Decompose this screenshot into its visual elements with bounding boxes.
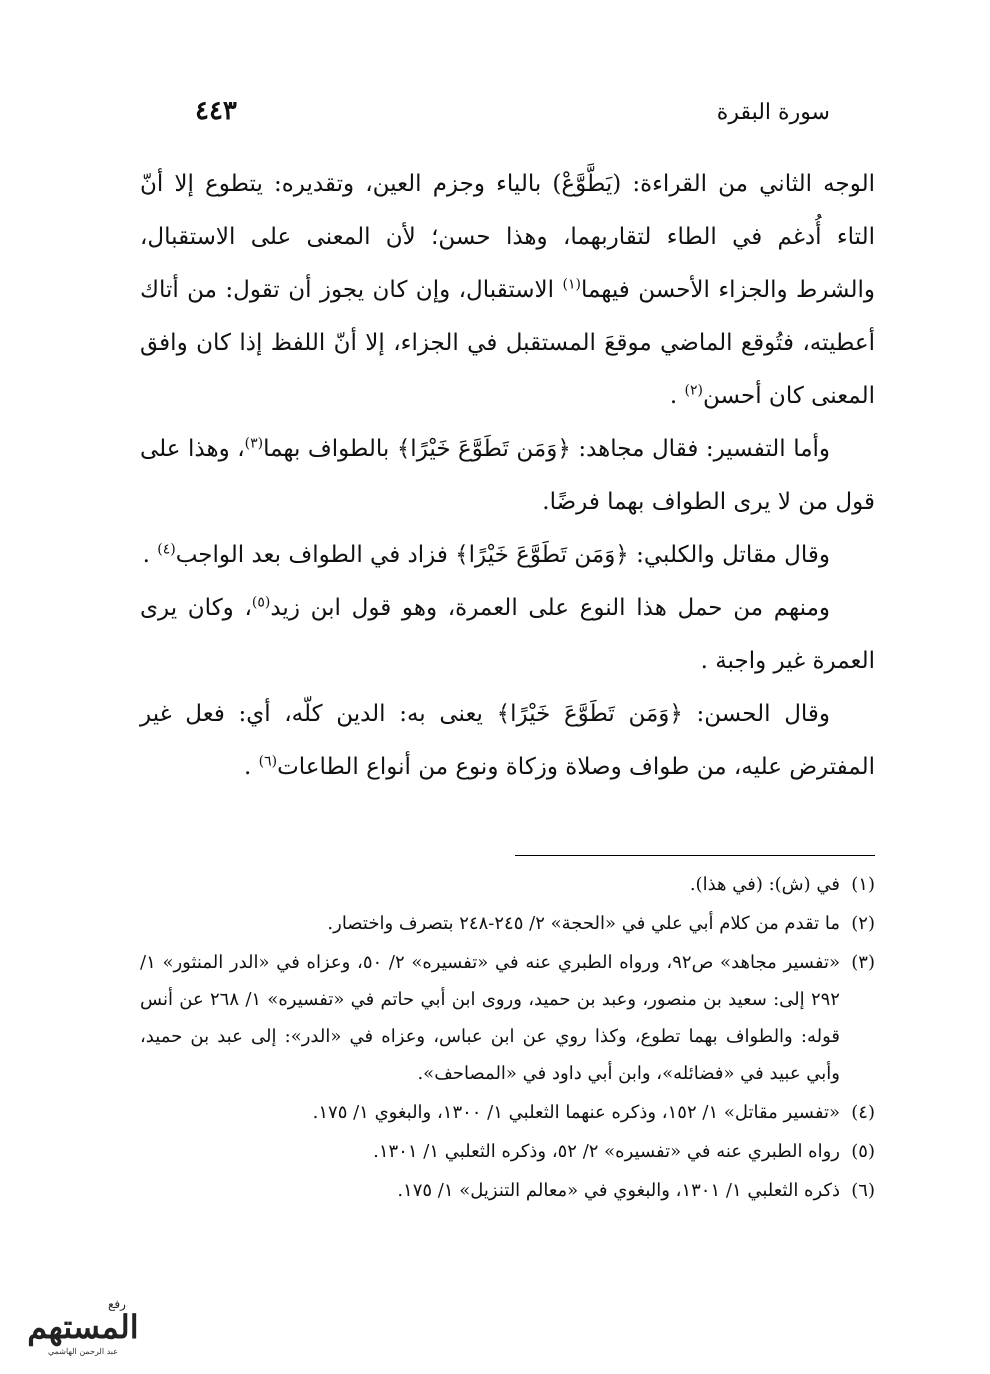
footnote: [140, 1133, 875, 1170]
text-run: الاستقبال، وإن كان يجوز أن تقول: من أتاك أعطيته، فتُوقع الماضي موقعَ المستقبل في الجزاء، إلا أنّ اللفظ إذا كان وافق المعنى كان أحسن: [140, 277, 875, 409]
text-run: وأما التفسير: فقال مجاهد:: [570, 436, 831, 462]
paragraph-4: [140, 582, 875, 688]
footnote-text: «تفسير مقاتل» ١/ ١٥٢، وذكره عنهما الثعلبي ١/ ١٣٠٠، والبغوي ١/ ١٧٥.: [312, 1102, 840, 1123]
text-run: بالطواف بهما: [263, 436, 397, 462]
logo-top-text: رفع: [108, 1297, 126, 1311]
text-run: .: [142, 542, 158, 568]
footnote-text: في (ش): (في هذا).: [689, 874, 840, 895]
text-run: ، وهذا على قول من لا يرى الطواف بهما فرضًا.: [140, 436, 875, 515]
surah-title: سورة البقرة: [716, 100, 830, 125]
quran-quote: ﴿وَمَن تَطَوَّعَ خَيْرًا﴾: [496, 701, 683, 727]
paragraph-5: [140, 688, 875, 794]
paragraph-1: [140, 158, 875, 423]
text-run: .: [244, 754, 259, 780]
footnote-text: ذكره الثعلبي ١/ ١٣٠١، والبغوي في «معالم التنزيل» ١/ ١٧٥.: [397, 1180, 840, 1201]
footnote-text: «تفسير مجاهد» ص٩٢، ورواه الطبري عنه في «تفسيره» ٢/ ٥٠، وعزاه في «الدر المنثور» ١/ ٢٩٢ إلى: سعيد بن منصور، وعبد بن حميد، وروى ابن أبي حاتم في «تفسيره» ١/ ٢٦٨ عن أنس قوله: والطواف بهما تطوع، وكذا روي عن ابن عباس، وعزاه في «الدر»: إلى عبد بن حميد، وأبي عبيد في «فضائله»، وابن أبي داود في «المصاحف».: [140, 952, 840, 1084]
footnote-text: رواه الطبري عنه في «تفسيره» ٢/ ٥٢، وذكره الثعلبي ١/ ١٣٠١.: [373, 1141, 840, 1162]
quran-quote: ﴿وَمَن تَطَوَّعَ خَيْرًا﴾: [455, 542, 629, 568]
footnote-number: (٢): [851, 913, 875, 934]
footnote: [140, 1172, 875, 1209]
footnote-separator: [515, 855, 875, 856]
quran-quote: ﴿وَمَن تَطَوَّعَ خَيْرًا﴾: [396, 436, 571, 462]
footnote-number: (٦): [851, 1180, 875, 1201]
footnote: [140, 866, 875, 903]
footnote-number: (٣): [851, 952, 875, 973]
text-run: الوجه الثاني من القراءة: (يَطَّوَّعْ) بالياء وجزم العين، وتقديره: يتطوع إلا أنّ التاء أُدغم في الطاء لتقاربهما، وهذا حسن؛ لأن المعنى على الاستقبال، والشرط والجزاء الأحسن فيهما: [140, 171, 876, 303]
text-run: وقال الحسن:: [682, 701, 831, 727]
footnote-ref-5: (٥): [251, 594, 271, 611]
page-number: ٤٤٣: [195, 96, 237, 126]
logo-sub-text: عبد الرحمن الهاشمي: [48, 1347, 118, 1356]
main-text: [140, 158, 875, 794]
logo-main-text: المستهم: [27, 1308, 139, 1346]
footnote-number: (٥): [851, 1141, 875, 1162]
footnote-ref-3: (٣): [244, 435, 264, 452]
text-run: ، وكان يرى العمرة غير واجبة .: [140, 595, 875, 674]
footnote: [140, 1094, 875, 1131]
footnote-ref-4: (٤): [157, 541, 176, 558]
text-run: فزاد في الطواف بعد الواجب: [175, 542, 456, 568]
footnote-ref-1: (١): [562, 276, 581, 293]
footnote-number: (١): [851, 874, 875, 895]
text-run: ومنهم من حمل هذا النوع على العمرة، وهو قول ابن زيد: [270, 595, 830, 621]
text-run: .: [669, 383, 685, 409]
publisher-logo: [8, 1290, 158, 1360]
text-run: يعنى به: الدين كلّه، أي: فعل غير المفترض عليه، من طواف وصلاة وزكاة ونوع من أنواع الطاعات: [140, 701, 875, 780]
footnote-ref-6: (٦): [258, 753, 278, 770]
footnotes: [140, 866, 875, 1211]
footnote: [140, 905, 875, 942]
paragraph-3: [140, 529, 875, 582]
footnote-text: ما تقدم من كلام أبي علي في «الحجة» ٢/ ٢٤٥-٢٤٨ بتصرف واختصار.: [327, 913, 840, 934]
page-header: [195, 96, 830, 126]
paragraph-2: [140, 423, 875, 529]
text-run: وقال مقاتل والكلبي:: [628, 542, 830, 568]
footnote: [140, 944, 875, 1092]
footnote-ref-2: (٢): [684, 382, 703, 399]
footnote-number: (٤): [851, 1102, 875, 1123]
